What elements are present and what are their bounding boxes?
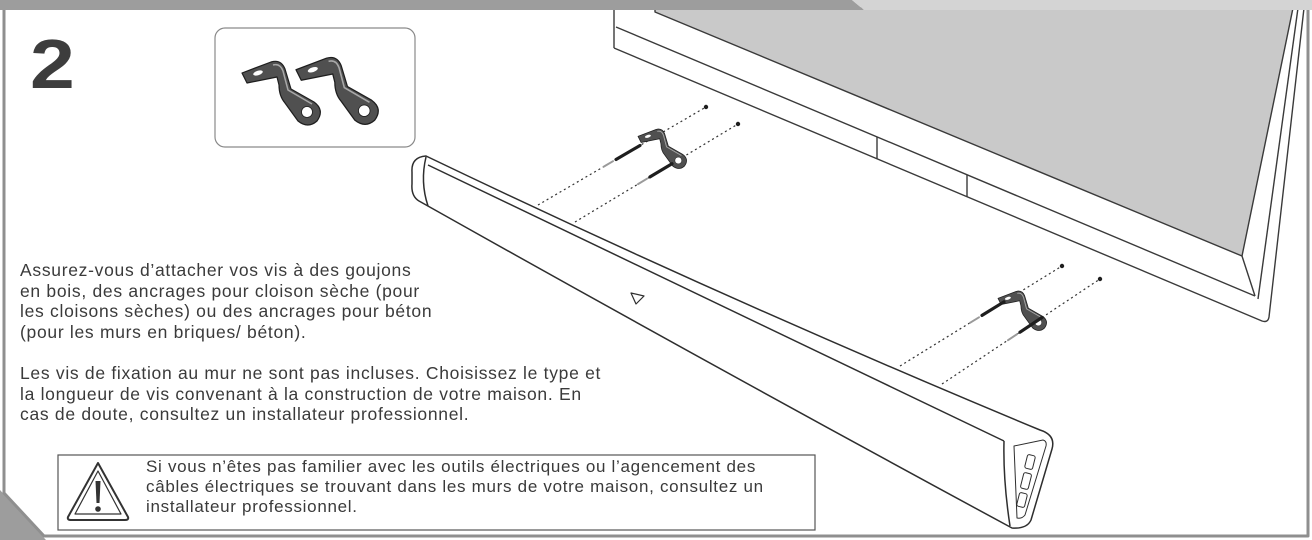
hardware-preview-box bbox=[215, 28, 415, 147]
screw bbox=[650, 164, 672, 177]
wall-bracket-right bbox=[998, 291, 1047, 330]
tv-illustration bbox=[614, 8, 1304, 322]
tv-bezel-corner bbox=[1242, 256, 1255, 296]
anchor-point bbox=[1098, 277, 1102, 281]
tv-screen bbox=[655, 8, 1293, 256]
instruction-line: Les vis de fixation au mur ne sont pas incluses. Choisissez le type et bbox=[20, 363, 602, 383]
screw bbox=[616, 146, 640, 160]
warning-line: installateur professionnel. bbox=[146, 497, 358, 516]
instruction-line: cas de doute, consultez un installateur professionnel. bbox=[20, 404, 470, 424]
instruction-line: Assurez-vous d’attacher vos vis à des goujons bbox=[20, 260, 412, 280]
screw-tip bbox=[970, 317, 979, 323]
instruction-paragraph-anchors bbox=[20, 260, 432, 342]
instruction-line: la longueur de vis convenant à la construction de votre maison. En bbox=[20, 383, 582, 404]
wall-bracket-left bbox=[638, 129, 687, 168]
anchor-point bbox=[736, 122, 740, 126]
instruction-paragraph-screws bbox=[20, 363, 601, 425]
screw-tip bbox=[1008, 334, 1017, 340]
screw-tip bbox=[638, 179, 647, 184]
warning-line: câbles électriques se trouvant dans les murs de votre maison, consultez un bbox=[146, 477, 764, 496]
instruction-line: (pour les murs en briques/ béton). bbox=[20, 321, 307, 342]
screw bbox=[982, 302, 1004, 316]
screw-tip bbox=[604, 161, 613, 166]
step-number: 2 bbox=[30, 25, 75, 103]
warning-text bbox=[146, 457, 764, 517]
instruction-line: les cloisons sèches) ou des ancrages pour béton bbox=[20, 301, 433, 321]
anchor-point bbox=[704, 105, 708, 109]
instruction-line: en bois, des ancrages pour cloison sèche (pour bbox=[20, 280, 420, 301]
warning-line: Si vous n’êtes pas familier avec les outils électriques ou l’agencement des bbox=[146, 457, 757, 476]
anchor-point bbox=[1060, 264, 1064, 268]
